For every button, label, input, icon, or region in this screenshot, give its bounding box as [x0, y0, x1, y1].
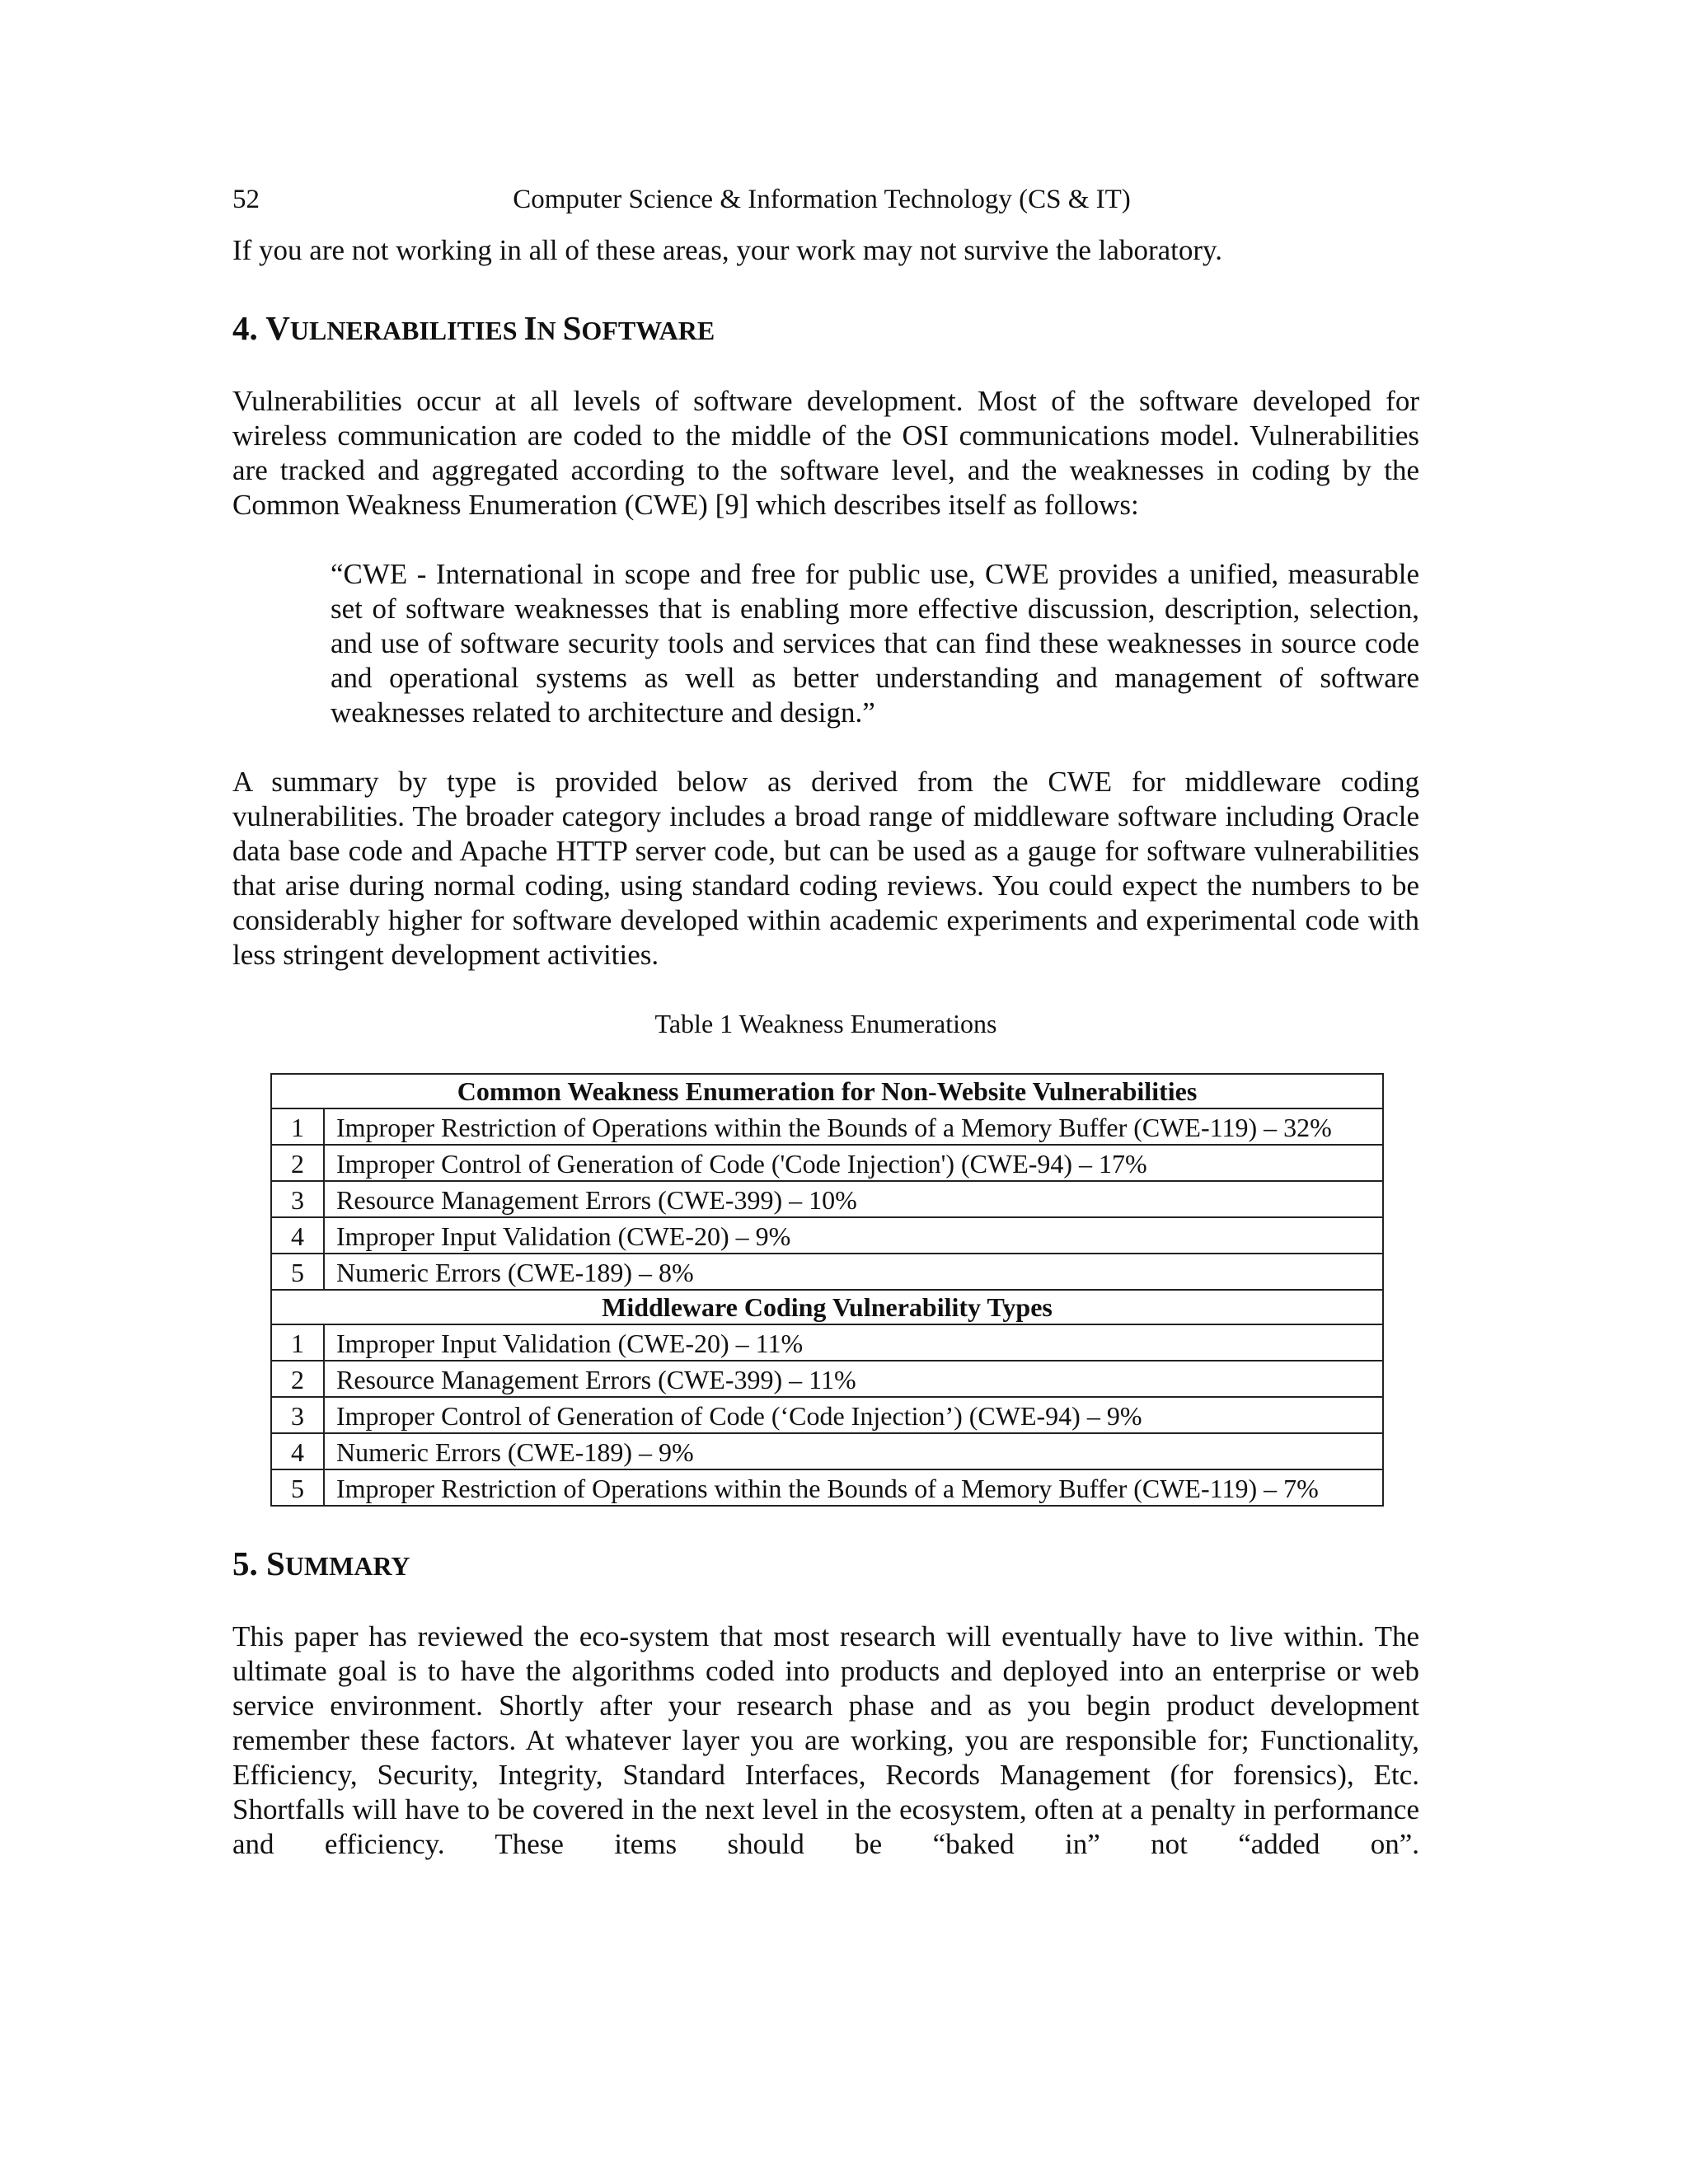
section-5-paragraph: This paper has reviewed the eco-system that most research will eventually have to live within. The ultimate goal is to have the algorithms coded into products and deployed into an enterprise or web service environment. Shortly after your research phase and as you begin product development remember these factors. At whatever layer you are working, you are responsible for; Functionality, Efficiency, Security, Integrity, Standard Interfaces, Records Management (for forensics), Etc. Shortfalls will have to be covered in the next level in the ecosystem, often at a penalty in performance and efficiency. These items should be “baked in” not “added on”. [232, 1620, 1419, 1860]
table-row [271, 1108, 1383, 1145]
row-text: Improper Input Validation (CWE-20) – 9% [324, 1217, 1383, 1254]
running-header [232, 183, 1411, 216]
row-text: Improper Control of Generation of Code (‘Code Injection’) (CWE-94) – 9% [324, 1397, 1383, 1433]
section-4-number: 4. [232, 309, 258, 347]
table-row [271, 1433, 1383, 1469]
weakness-table [270, 1073, 1384, 1507]
page-number: 52 [232, 185, 260, 214]
row-number: 1 [271, 1108, 324, 1145]
row-number: 2 [271, 1145, 324, 1181]
table-row [271, 1145, 1383, 1181]
table-caption: Table 1 Weakness Enumerations [654, 1009, 997, 1038]
row-number: 3 [271, 1181, 324, 1217]
row-text: Resource Management Errors (CWE-399) – 11% [324, 1361, 1383, 1397]
table-row [271, 1324, 1383, 1361]
table-group-heading: Common Weakness Enumeration for Non-Website Vulnerabilities [271, 1074, 1383, 1108]
intro-line: If you are not working in all of these areas, your work may not survive the laboratory. [232, 234, 1222, 266]
table-row [271, 1469, 1383, 1506]
row-number: 4 [271, 1433, 324, 1469]
row-text: Numeric Errors (CWE-189) – 9% [324, 1433, 1383, 1469]
section-5-heading [232, 1543, 1419, 1586]
row-number: 5 [271, 1469, 324, 1506]
cwe-quote: “CWE - International in scope and free for public use, CWE provides a unified, measurable set of software weaknesses that is enabling more effective discussion, description, selection, and use of software security tools and services that can find these weaknesses in source code and operational systems as well as better understanding and management of software weaknesses related to architecture and design.” [331, 558, 1419, 729]
journal-title: Computer Science & Information Technology (CS & IT) [513, 185, 1131, 214]
row-number: 5 [271, 1254, 324, 1290]
row-text: Improper Input Validation (CWE-20) – 11% [324, 1324, 1383, 1361]
table-row [271, 1361, 1383, 1397]
row-text: Resource Management Errors (CWE-399) – 10% [324, 1181, 1383, 1217]
section-4-title: VULNERABILITIES IN SOFTWARE [265, 309, 715, 347]
row-text: Improper Restriction of Operations within the Bounds of a Memory Buffer (CWE-119) – 7% [324, 1469, 1383, 1506]
row-number: 4 [271, 1217, 324, 1254]
row-text: Improper Control of Generation of Code ('Code Injection') (CWE-94) – 17% [324, 1145, 1383, 1181]
table-row [271, 1217, 1383, 1254]
section-4-paragraph-1: Vulnerabilities occur at all levels of software development. Most of the software developed for wireless communication are coded to the middle of the OSI communications model. Vulnerabilities are tracked and aggregated according to the software level, and the weaknesses in coding by the Common Weakness Enumeration (CWE) [9] which describes itself as follows: [232, 385, 1419, 521]
section-4-paragraph-2: A summary by type is provided below as derived from the CWE for middleware coding vulnerabilities. The broader category includes a broad range of middleware software including Oracle data base code and Apache HTTP server code, but can be used as a gauge for software vulnerabilities that arise during normal coding, using standard coding reviews. You could expect the numbers to be considerably higher for software developed within academic experiments and experimental code with less stringent development activities. [232, 766, 1419, 971]
section-5-title: SUMMARY [266, 1544, 410, 1582]
table-row [271, 1181, 1383, 1217]
row-text: Numeric Errors (CWE-189) – 8% [324, 1254, 1383, 1290]
table-row [271, 1254, 1383, 1290]
table-row [271, 1397, 1383, 1433]
section-4-heading [232, 307, 1419, 351]
table-group-heading-row [271, 1074, 1383, 1108]
table-group-heading-row [271, 1290, 1383, 1324]
row-number: 2 [271, 1361, 324, 1397]
row-text: Improper Restriction of Operations within the Bounds of a Memory Buffer (CWE-119) – 32% [324, 1108, 1383, 1145]
section-5-number: 5. [232, 1544, 258, 1582]
row-number: 1 [271, 1324, 324, 1361]
row-number: 3 [271, 1397, 324, 1433]
page-content [232, 233, 1419, 1862]
table-group-heading: Middleware Coding Vulnerability Types [271, 1290, 1383, 1324]
